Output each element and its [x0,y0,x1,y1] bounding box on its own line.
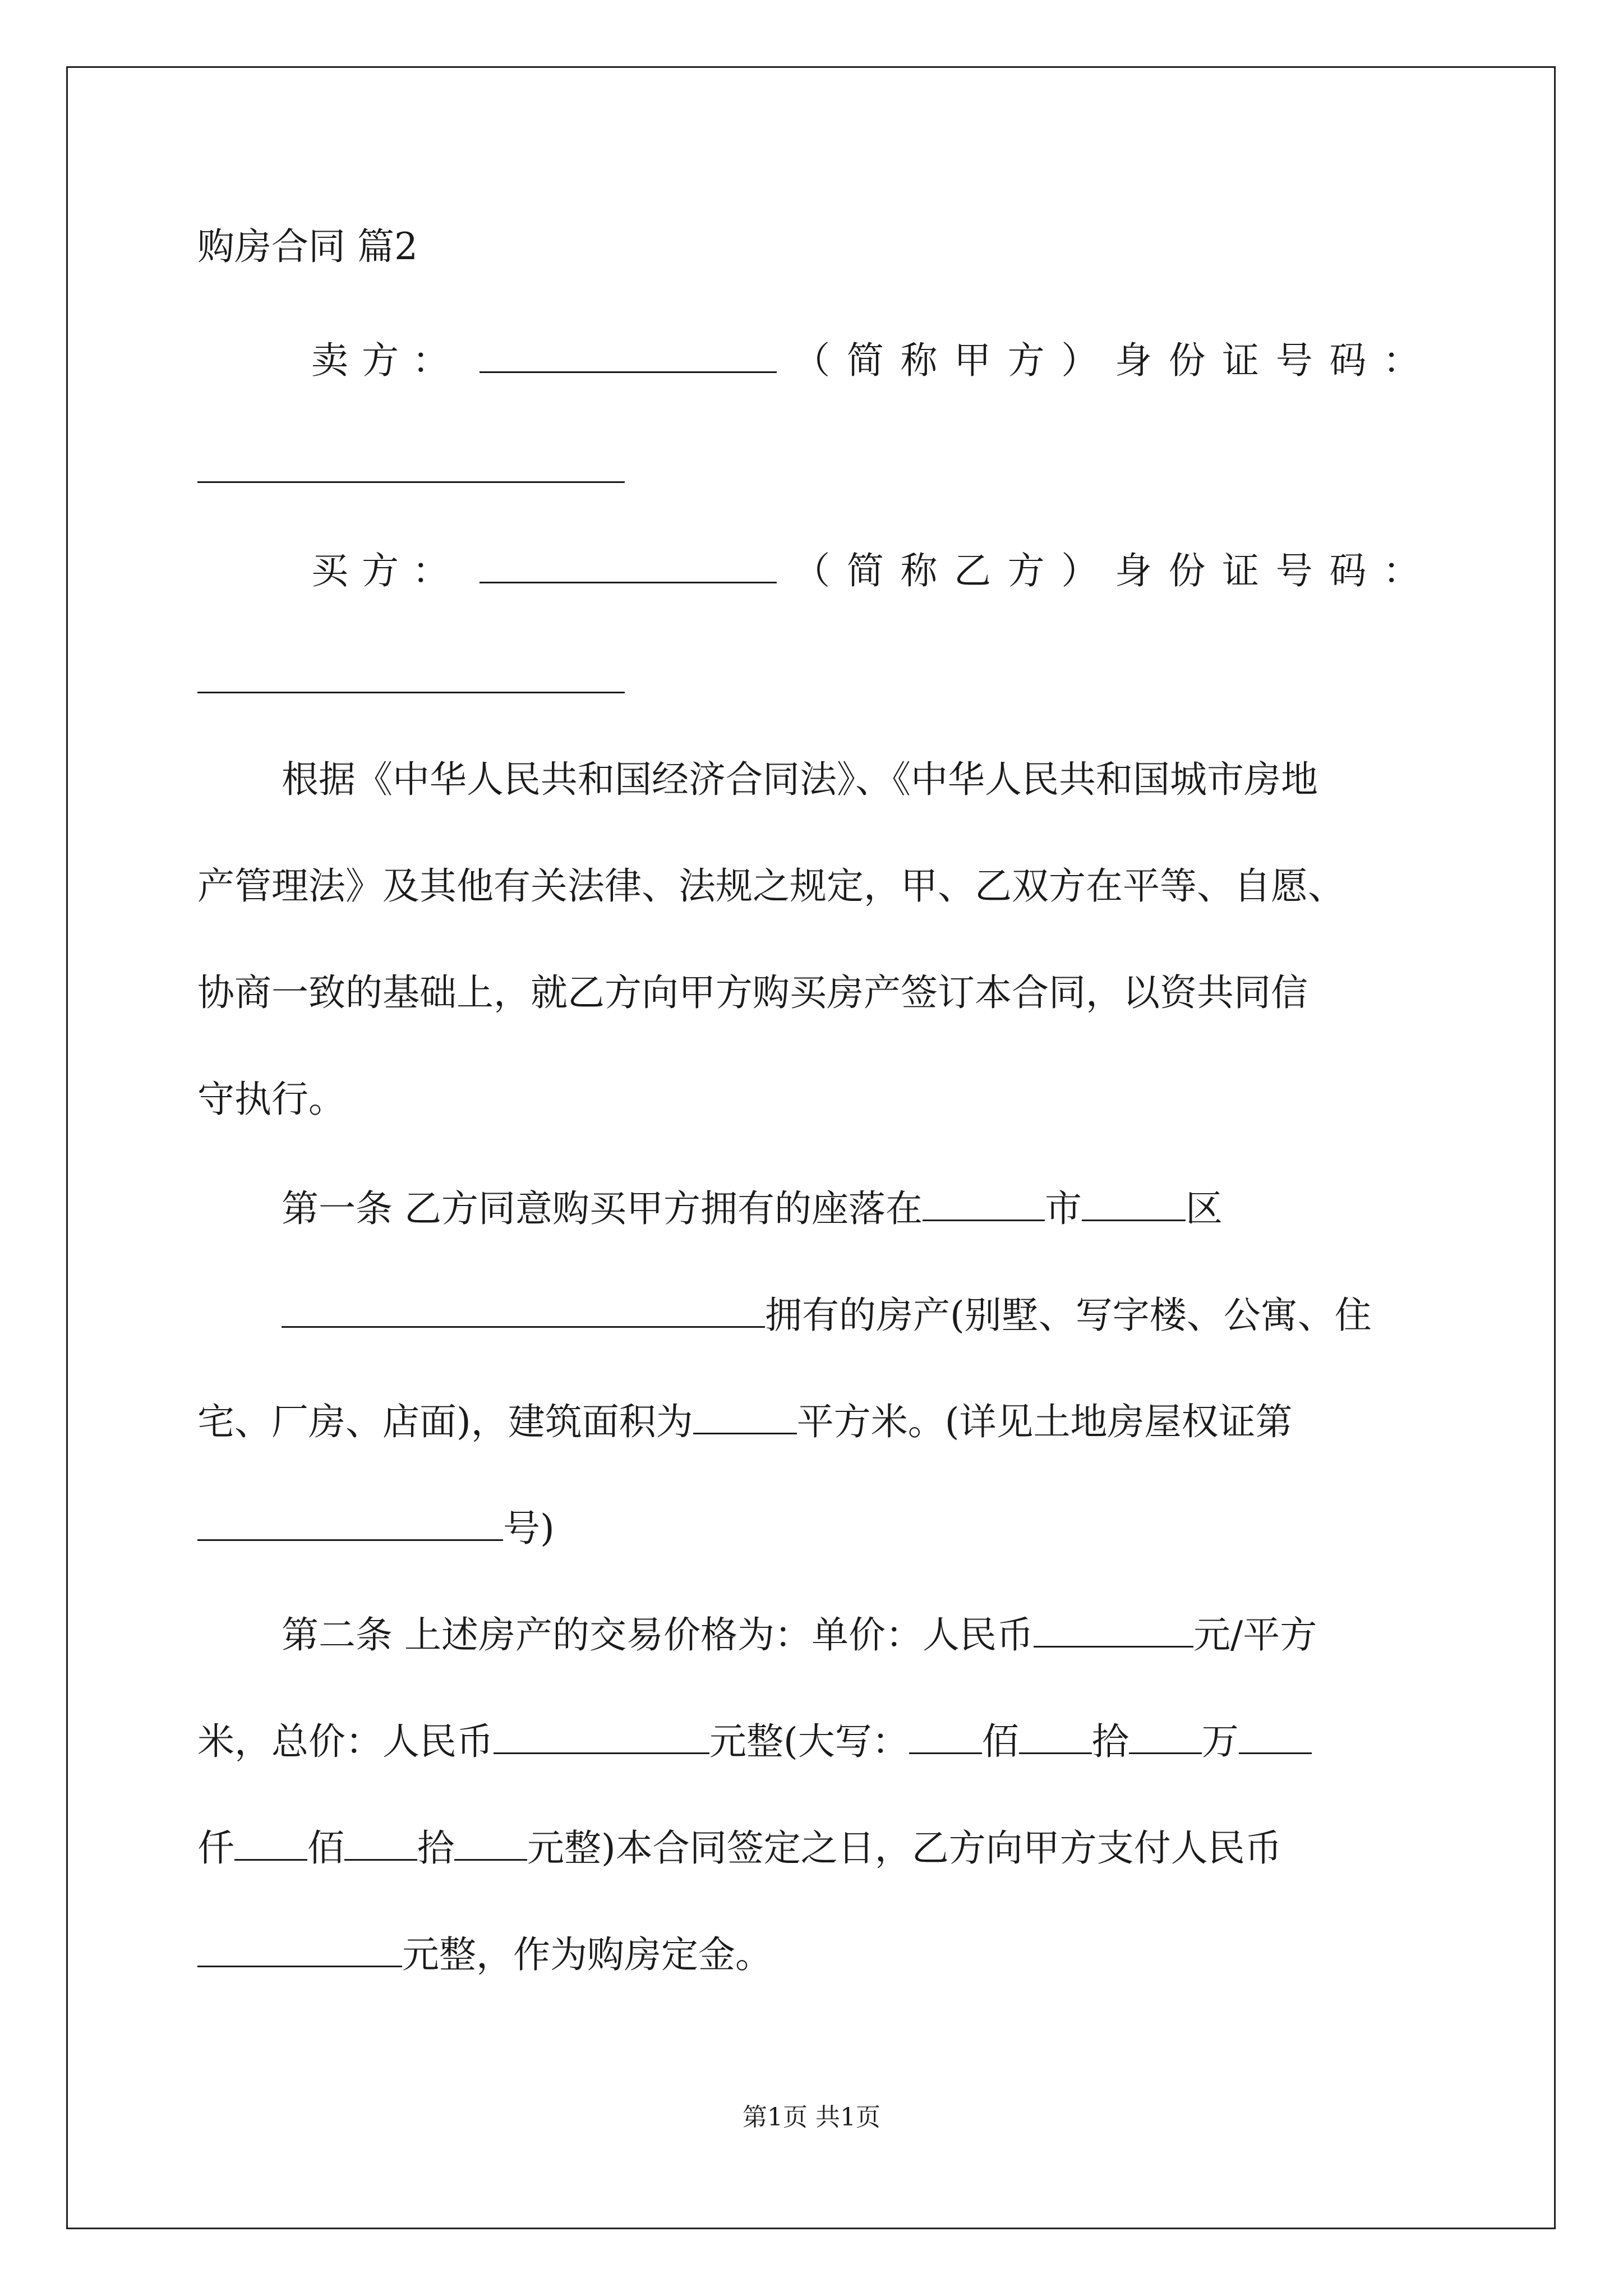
total-price-blank[interactable] [494,1718,709,1754]
preamble-line-1: 根据《中华人民共和国经济合同法》、《中华人民共和国城市房地 [282,758,1318,801]
buyer-label: 买方： [311,549,463,592]
buyer-id-blank[interactable] [197,692,625,693]
article1-line-2 [282,1291,1372,1336]
certificate-suffix: 号) [503,1507,555,1550]
property-type-text: 拥有的房产(别墅、写字楼、公寓、住 [765,1294,1372,1337]
deposit-suffix: 元整，作为购房定金。 [402,1933,772,1976]
address-blank[interactable] [282,1291,765,1328]
buyer-paren-char: （ [793,549,831,592]
shi-wan-blank[interactable] [1019,1718,1092,1754]
buyer-paren-char: 乙 [954,549,992,592]
bai-blank[interactable] [234,1824,307,1861]
article1-line-4 [197,1504,555,1549]
document-title: 购房合同 篇2 [197,225,418,268]
wan-blank[interactable] [1129,1718,1202,1754]
certificate-text: 平方米。(详见土地房屋权证第 [796,1400,1293,1443]
buyer-id-char: 份 [1168,549,1206,592]
buyer-paren-char: ） [1061,549,1099,592]
page-footer: 第1页 共1页 [743,2103,880,2132]
seller-paren-char: 甲 [954,339,992,382]
wan-label: 万 [1201,1720,1239,1763]
seller-id-char: 份 [1168,339,1206,382]
buyer-paren-char: 方 [1007,549,1045,592]
total-price-words-label: 元整(大写： [709,1720,909,1763]
buyer-name-blank[interactable] [479,547,777,583]
city-blank[interactable] [923,1185,1045,1221]
preamble-line-2: 产管理法》及其他有关法律、法规之规定，甲、乙双方在平等、自愿、 [197,864,1345,908]
deposit-blank[interactable] [197,1931,402,1967]
shi-blank[interactable] [344,1824,417,1861]
yuan-blank[interactable] [454,1824,527,1861]
district-blank[interactable] [1082,1185,1186,1221]
article1-line-1 [282,1185,1223,1230]
preamble-line-3: 协商一致的基础上，就乙方向甲方购买房产签订本合同，以资共同信 [197,971,1308,1014]
buyer-id-char: 号 [1275,549,1313,592]
district-label: 区 [1185,1187,1223,1230]
seller-id-char: ： [1382,339,1420,382]
buyer-id-char: 证 [1222,549,1260,592]
seller-name-blank[interactable] [479,337,777,373]
seller-paren-char: 方 [1007,339,1045,382]
seller-id-char: 证 [1222,339,1260,382]
article2-line-2 [197,1718,1312,1763]
certificate-number-blank[interactable] [197,1504,503,1541]
seller-paren-char: 简 [846,339,884,382]
bai-label: 佰 [981,1720,1019,1763]
deposit-text: 元整)本合同签定之日，乙方向甲方支付人民币 [527,1826,1282,1870]
preamble-line-4: 守执行。 [197,1078,345,1121]
seller-id-blank[interactable] [197,481,625,483]
unit-price-blank[interactable] [1034,1611,1193,1648]
buyer-id-char: ： [1382,549,1420,592]
seller-paren-char: 称 [900,339,938,382]
unit-price-suffix: 元/平方 [1193,1613,1317,1657]
article1-line-3 [197,1398,1293,1443]
seller-id-char: 号 [1275,339,1313,382]
area-text: 宅、厂房、店面)，建筑面积为 [197,1400,693,1443]
seller-paren-char: ） [1061,339,1099,382]
total-price-text: 米，总价：人民币 [197,1720,494,1763]
seller-paren-char: （ [793,339,831,382]
qian-blank[interactable] [1239,1718,1312,1754]
bai-wan-blank[interactable] [909,1718,982,1754]
city-label: 市 [1044,1187,1082,1230]
buyer-paren-char: 称 [900,549,938,592]
seller-id-char: 码 [1329,339,1367,382]
seller-label: 卖方： [311,339,463,382]
article1-text: 第一条 乙方同意购买甲方拥有的座落在 [282,1187,923,1230]
bai-label-2: 佰 [307,1826,344,1870]
buyer-paren-char: 简 [846,549,884,592]
buyer-id-char: 码 [1329,549,1367,592]
article2-line-4 [197,1931,772,1976]
article2-line-1 [282,1611,1317,1656]
buyer-id-char: 身 [1114,549,1152,592]
seller-id-char: 身 [1114,339,1152,382]
shi-label-2: 拾 [417,1826,454,1870]
area-blank[interactable] [693,1398,797,1434]
buyer-line [311,547,1420,592]
qian-label: 仟 [197,1826,234,1870]
article2-text: 第二条 上述房产的交易价格为：单价：人民币 [282,1613,1034,1657]
seller-line [311,337,1420,381]
page-border [66,66,1556,2229]
shi-label: 拾 [1091,1720,1129,1763]
article2-line-3 [197,1824,1282,1869]
